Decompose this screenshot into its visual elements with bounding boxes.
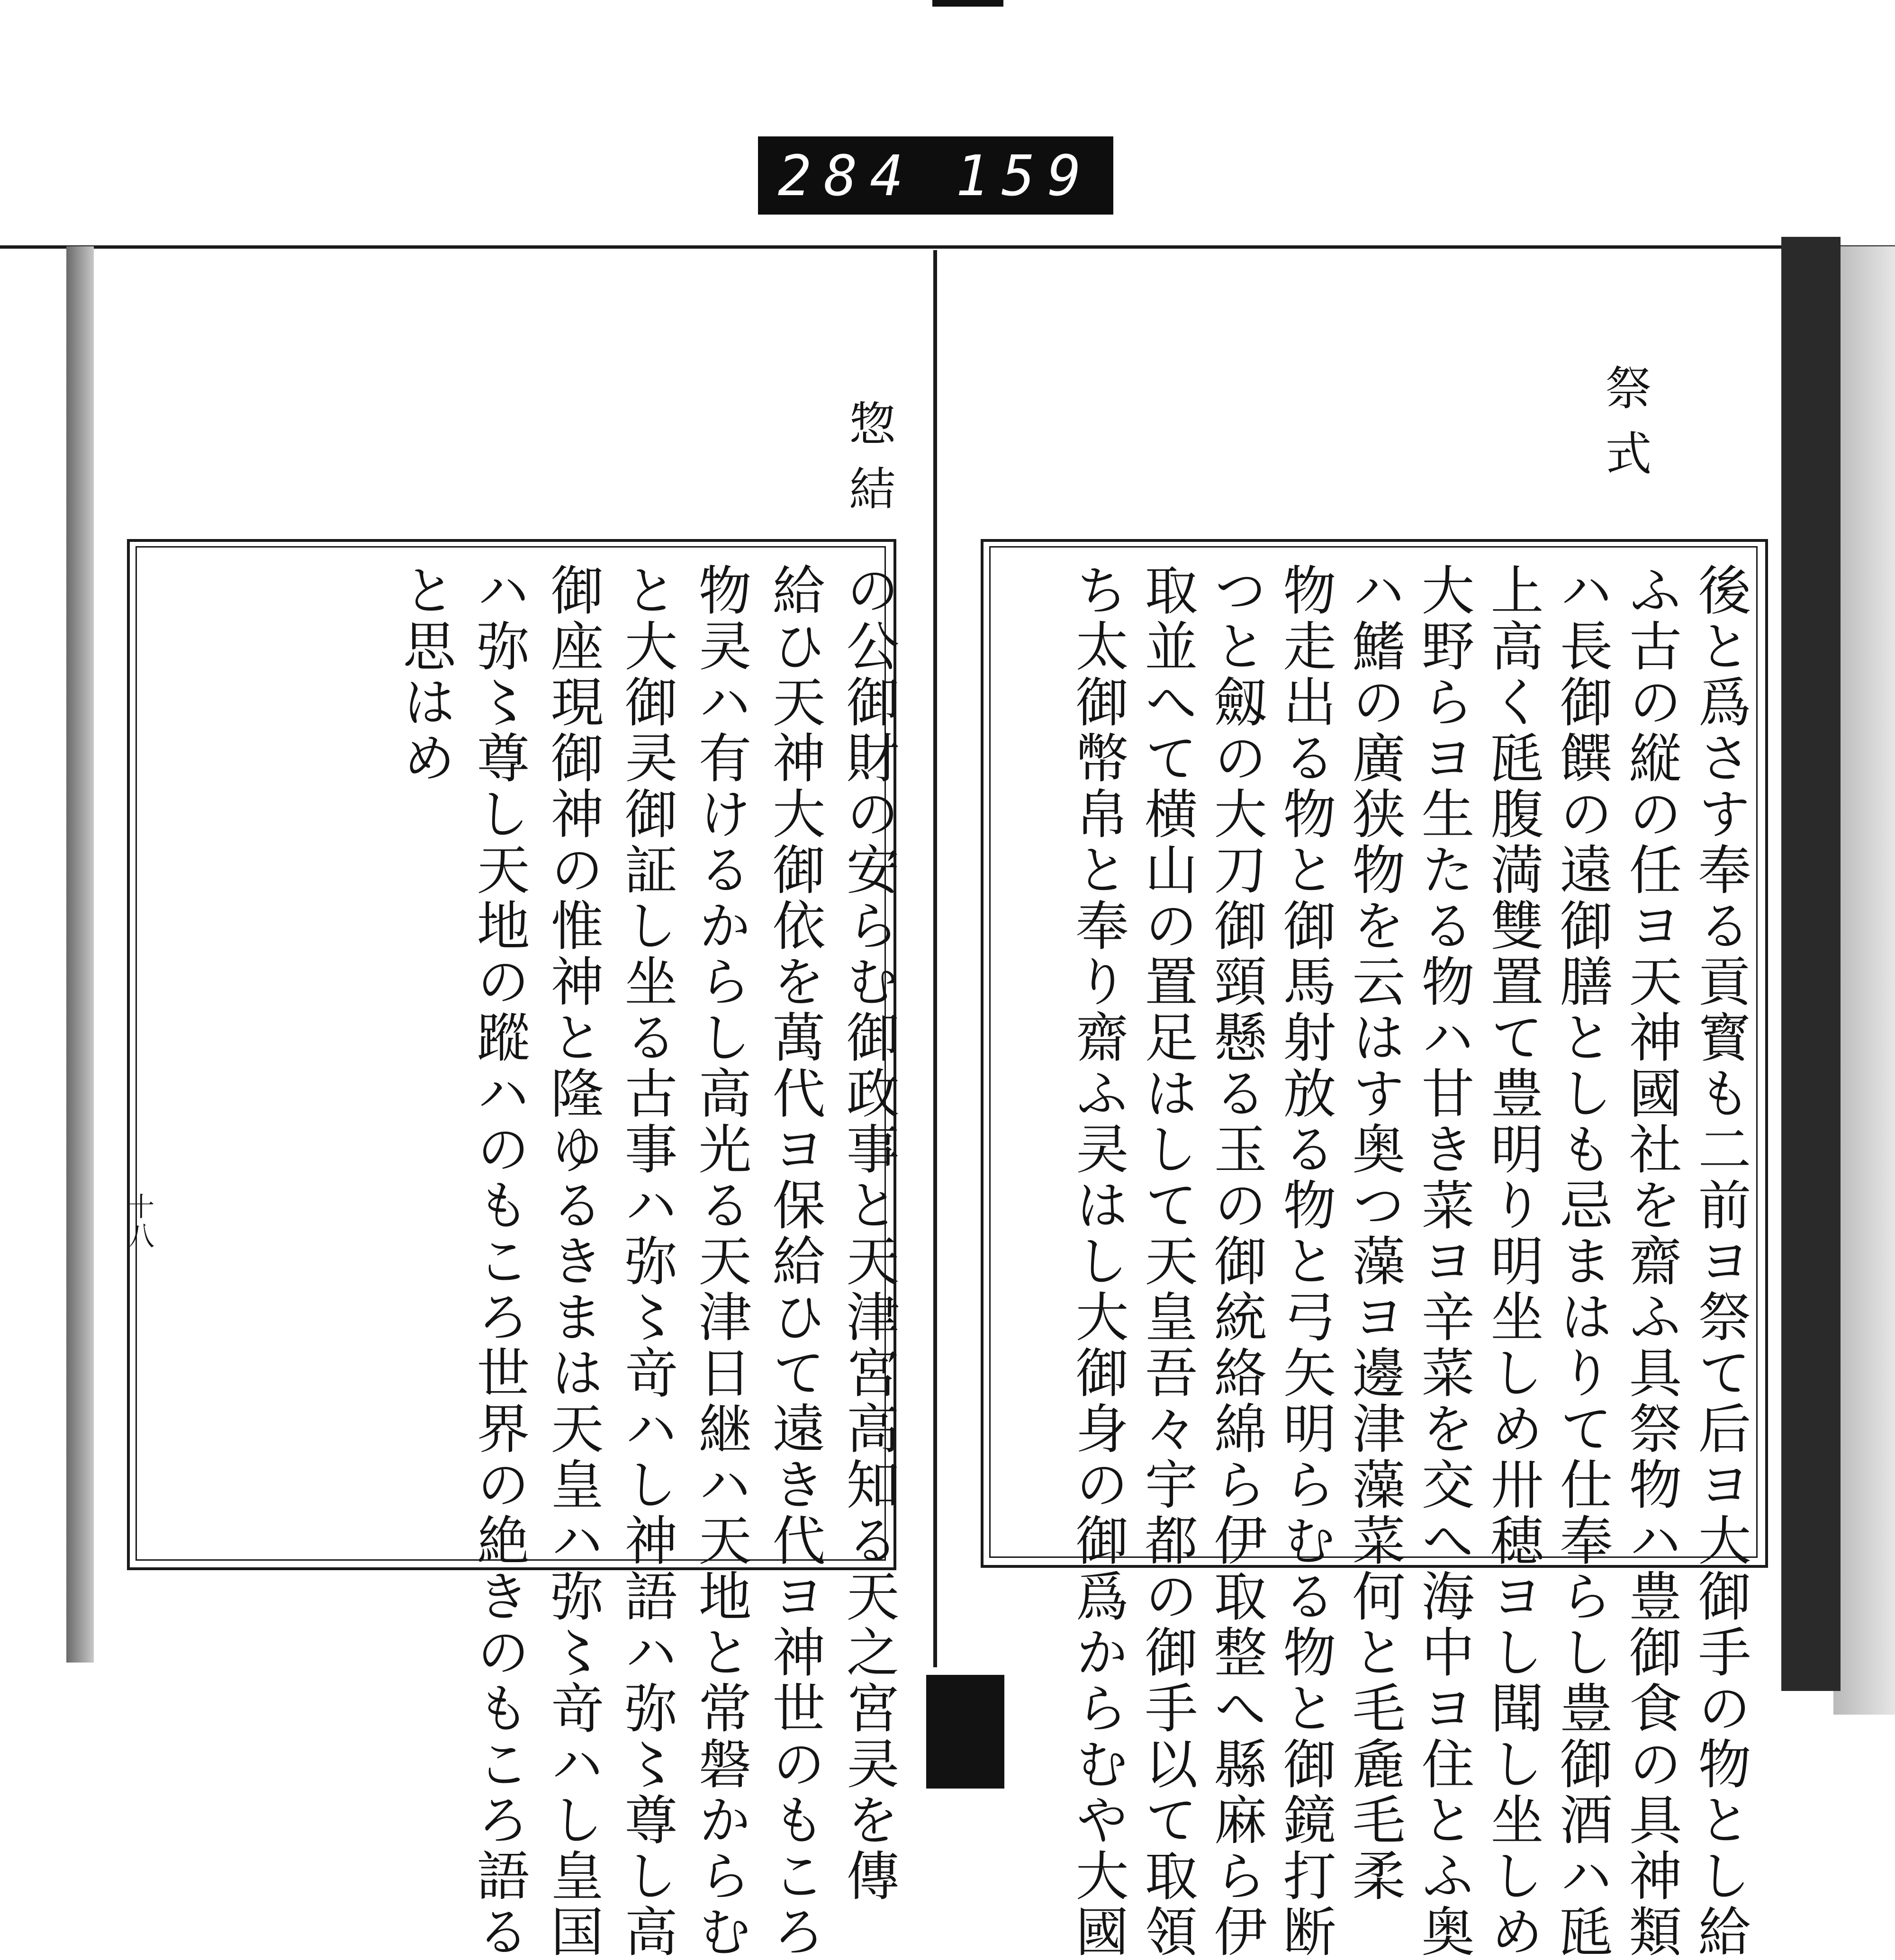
- text-column: 上高く瓱腹満雙置て豊明り明坐しめ卅穂ヨし聞し坐しめ: [1482, 563, 1543, 1960]
- text-column: 後と爲さす奉る貢寳も二前ヨ祭て后ヨ大御手の物とし給: [1689, 563, 1751, 1960]
- text-column: ち太御幣帛と奉り齋ふ㚑はし大御身の御爲からむや大國: [1067, 563, 1128, 1960]
- scan-background-edge: [1833, 246, 1895, 1715]
- text-column: ハ鰭の廣狭物を云はす奥つ藻ヨ邊津藻菜何と毛麁毛柔: [1344, 563, 1405, 1904]
- text-column: ふ古の縦の任ヨ天神國社を齋ふ具祭物ハ豊御食の具神類: [1620, 563, 1682, 1960]
- right-page: [937, 250, 1772, 1960]
- text-column: の公御財の安らむ御政事と天津宮高知る天之宮㚑を傳: [838, 563, 899, 1904]
- text-column: 給ひ天神大御依を萬代ヨ保給ひて遠き代ヨ神世のもころ: [764, 563, 825, 1960]
- text-column: ハ長御饌の遠御膳としも忌まはりて仕奉らし豊御酒ハ瓱: [1551, 563, 1613, 1960]
- book-fore-edge: [1781, 237, 1841, 1691]
- text-column: と思はめ: [394, 563, 456, 786]
- text-column: ハ弥〻尊し天地の蹤ハのもころ世界の絶きのもころ語る: [468, 563, 530, 1960]
- text-column: 御座現御神の惟神と隆ゆるきまは天皇ハ弥〻竒ハし皇国: [542, 563, 604, 1960]
- microfilm-reel-number: 284: [777, 143, 916, 208]
- right-page-heading: 祭式: [1597, 364, 1651, 494]
- text-column: 大野らヨ生たる物ハ甘き菜ヨ辛菜を交へ海中ヨ住とふ奥: [1413, 563, 1474, 1960]
- left-page-edge: [66, 246, 94, 1663]
- left-page: [94, 250, 937, 1960]
- top-filler-mark: [932, 0, 1003, 7]
- text-column: 物㚑ハ有けるからし高光る天津日継ハ天地と常磐からむ: [690, 563, 751, 1960]
- bottom-gutter-shadow: [926, 1675, 1004, 1789]
- scan-frame-line: [0, 245, 1895, 249]
- text-column: と大御㚑御証し坐る古事ハ弥〻竒ハし神語ハ弥〻尊し高: [616, 563, 677, 1960]
- left-page-folio: 十八: [124, 1193, 154, 1251]
- text-column: つと劔の大刀御頸懸る玉の御統絡綿ら伊取整へ縣麻ら伊: [1205, 563, 1267, 1960]
- left-page-heading: 惣結: [841, 399, 895, 530]
- text-column: 物走出る物と御馬射放る物と弓矢明らむる物と御鏡打断: [1274, 563, 1336, 1960]
- text-column: 取並へて横山の置足はして天皇吾々宇都の御手以て取領: [1136, 563, 1198, 1960]
- microfilm-frame-number: 159: [955, 143, 1094, 208]
- microfilm-label: [758, 136, 1113, 215]
